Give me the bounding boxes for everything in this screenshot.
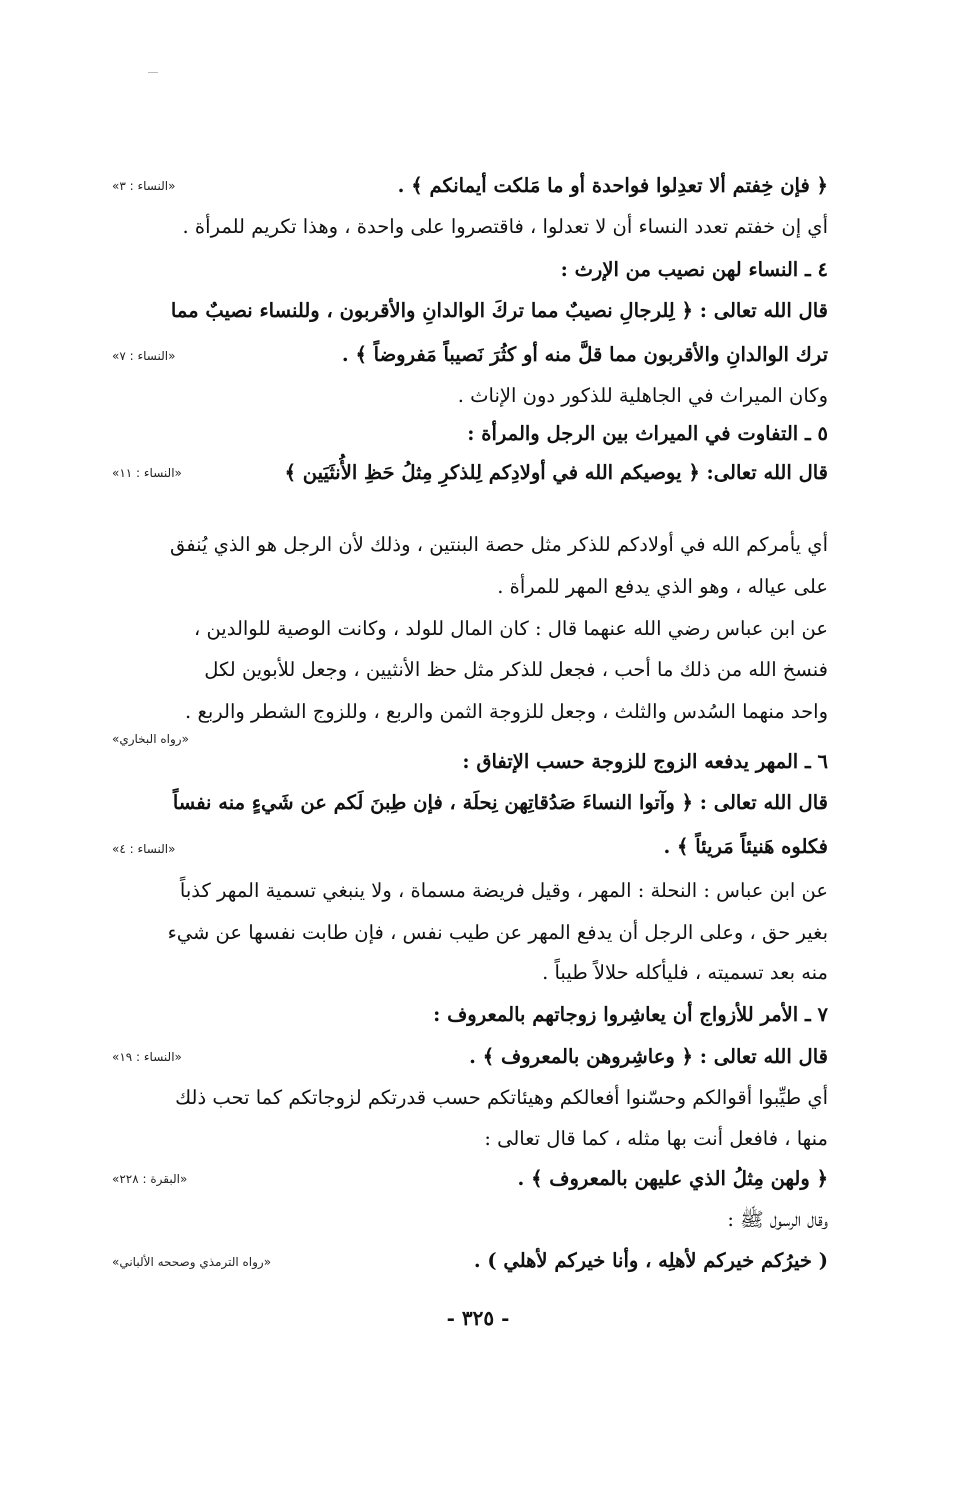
text-line-13: واحد منهما السُدس والثلث ، وجعل للزوجة الثمن والربع ، وللزوج الشطر والربع . [185, 700, 828, 723]
verse-line-24: ﴿ ولهن مِثلُ الذي عليهن بالمعروف ﴾ . [517, 1167, 828, 1190]
text-line-6: وكان الميراث في الجاهلية للذكور دون الإناث . [457, 384, 828, 407]
text-line-23: منها ، فافعل أنت بها مثله ، كما قال تعالى : [484, 1127, 828, 1150]
scan-mark [148, 72, 158, 73]
text-line-12: فنسخ الله من ذلك ما أحب ، فجعل للذكر مثل حظ الأنثيين ، وجعل للأبوين لكل [204, 658, 828, 681]
reference-nisa-19: «النساء : ١٩» [112, 1050, 182, 1064]
reference-baqara-228: «البقرة : ٢٢٨» [112, 1172, 188, 1186]
text-line-19: منه بعد تسميته ، فليأكله حلالاً طيباً . [542, 961, 828, 984]
text-line-11: عن ابن عباس رضي الله عنهما قال : كان المال للولد ، وكانت الوصية للوالدين ، [193, 617, 828, 640]
verse-line-21: قال الله تعالى : ﴿ وعاشِروهن بالمعروف ﴾ . [469, 1045, 828, 1068]
text-line-22: أي طيِّبوا أقوالكم وحسّنوا أفعالكم وهيئاتكم حسب قدرتكم لزوجاتكم كما تحب ذلك [175, 1086, 828, 1109]
text-line-9: أي يأمركم الله في أولادكم للذكر مثل حصة البنتين ، وذلك لأن الرجل هو الذي يُنفق [170, 533, 828, 556]
verse-line-5: ترك الوالدانِ والأقربون مما قلَّ منه أو كثُرَ نَصيباً مَفروضاً ﴾ . [341, 343, 828, 366]
heading-5: ٥ ـ التفاوت في الميراث بين الرجل والمرأة : [467, 422, 828, 445]
reference-nisa-7: «النساء : ٧» [112, 349, 176, 363]
text-line-18: بغير حق ، وعلى الرجل أن يدفع المهر عن طيب نفس ، فإن طابت نفسها عن شيء [167, 921, 828, 944]
text-line-2: أي إن خفتم تعدد النساء أن لا تعدلوا ، فاقتصروا على واحدة ، وهذا تكريم للمرأة . [182, 215, 828, 238]
text-line-25: وقال الرسول ﷺ : [727, 1208, 828, 1231]
hadith-line-26: ( خيرُكم خيركم لأهلِه ، وأنا خيركم لأهلي ) . [473, 1249, 828, 1272]
verse-line-15: قال الله تعالى : ﴿ وآتوا النساءَ صَدُقاتِهن نِحلَة ، فإن طِبنَ لَكم عن شَيءٍ منه نفساً [172, 791, 828, 814]
reference-nisa-11: «النساء : ١١» [112, 466, 182, 480]
verse-line-8: قال الله تعالى: ﴿ يوصيكم الله في أولادِكم لِلذكرِ مِثلُ حَظِ الأُنثَيَين ﴾ [284, 461, 828, 484]
verse-line-4: قال الله تعالى : ﴿ لِلرجالِ نصيبٌ مما تركَ الوالدانِ والأقربون ، وللنساء نصيبٌ مما [170, 299, 828, 322]
text-line-10: على عياله ، وهو الذي يدفع المهر للمرأة . [497, 575, 828, 598]
heading-4: ٤ ـ النساء لهن نصيب من الإرث : [560, 258, 828, 281]
page-number: - ٣٢٥ - [446, 1306, 510, 1330]
verse-line-1: ﴿ فإن خِفتم ألا تعدِلوا فواحدة أو ما مَلكت أيمانكم ﴾ . [397, 174, 828, 197]
reference-tirmidhi: «رواه الترمذي وصححه الألباني» [112, 1255, 272, 1269]
verse-line-16: فكلوه هَنيئاً مَريئاً ﴾ . [663, 835, 828, 858]
reference-bukhari: «رواه البخاري» [112, 732, 189, 746]
reference-nisa-4: «النساء : ٤» [112, 842, 176, 856]
reference-nisa-3: «النساء : ٣» [112, 179, 176, 193]
heading-7: ٧ ـ الأمر للأزواج أن يعاشِروا زوجاتهم بالمعروف : [433, 1003, 828, 1026]
heading-6: ٦ ـ المهر يدفعه الزوج للزوجة حسب الإتفاق : [462, 750, 828, 773]
text-line-17: عن ابن عباس : النحلة : المهر ، وقيل فريضة مسماة ، ولا ينبغي تسمية المهر كذباً [179, 879, 828, 902]
